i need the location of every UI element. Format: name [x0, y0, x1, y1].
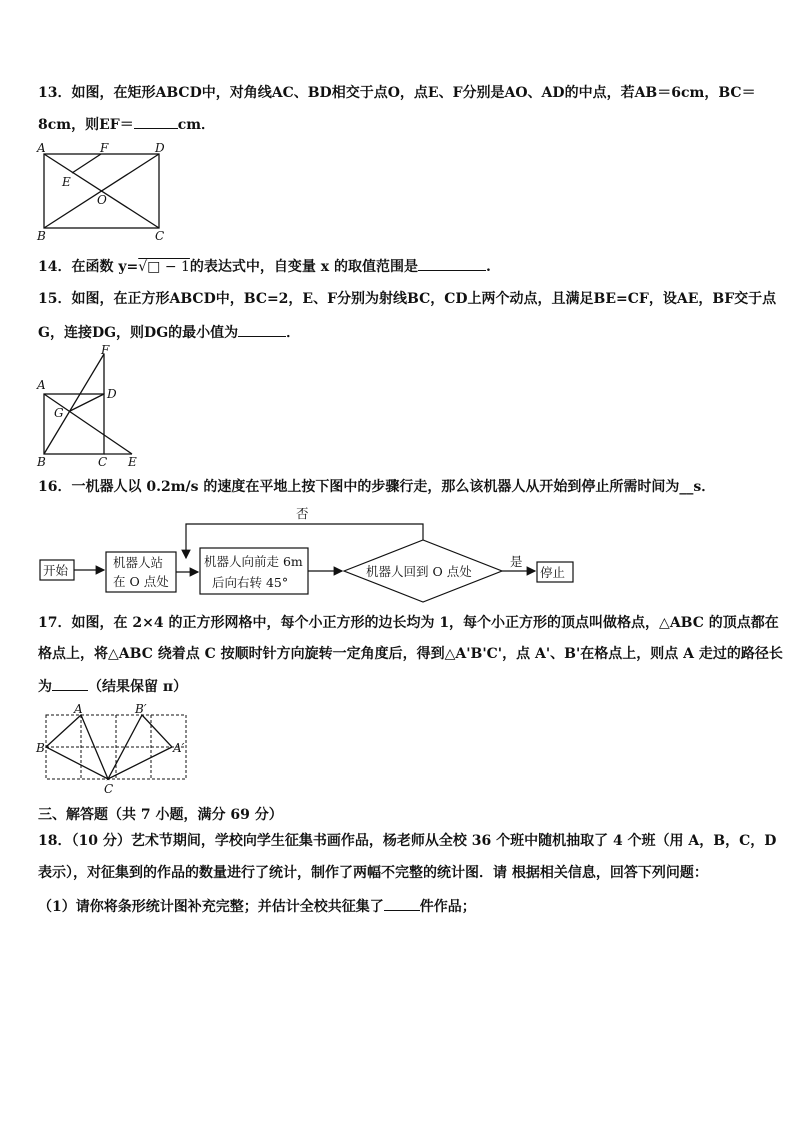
q14-text-b: 的表达式中，自变量 x 的取值范围是: [189, 259, 419, 275]
flow-stop-label: 停止: [540, 565, 566, 580]
q13-text-line2: [38, 114, 215, 134]
q13-answer-blank[interactable]: [134, 114, 178, 129]
q16-flowchart: [34, 500, 594, 604]
q17-text-line3: [38, 676, 187, 696]
q16-text: 16．一机器人以 0.2m/s 的速度在平地上按下图中的步骤行走，那么该机器人从开始到停止所需时间为__s．: [38, 479, 716, 495]
q13-label-o: O: [97, 193, 107, 207]
q14-answer-blank[interactable]: [418, 256, 486, 271]
q15-label-g: G: [54, 406, 64, 420]
flow-no-label: 否: [296, 506, 309, 521]
q17-text-line2: 格点上，将△ABC 绕着点 C 按顺时针方向旋转一定角度后，得到△A'B'C'，点 A'、B'在格点上，则点 A 走过的路径长: [38, 646, 783, 662]
q14-radical: √□ − 1: [138, 259, 190, 275]
flow-step1-line2: 在 O 点处: [113, 574, 169, 589]
q17-answer-blank[interactable]: [52, 676, 88, 691]
q17-label-b-prime: B′: [135, 702, 147, 716]
q15-text-line1: 15．如图，在正方形ABCD中，BC=2，E、F分别为射线BC，CD上两个动点，且满足BE=CF，设AE，BF交于点: [38, 291, 777, 307]
q18-answer-blank[interactable]: [384, 896, 420, 911]
q13-text-line2-a: 8cm，则EF＝: [38, 117, 134, 133]
q13-text-line1: 13．如图，在矩形ABCD中，对角线AC、BD相交于点O，点E、F分别是AO、AD的中点，若AB＝6cm，BC＝: [38, 85, 756, 101]
q15-label-f: F: [101, 344, 110, 357]
q15-label-b: B: [37, 455, 46, 468]
q17-label-b: B: [36, 741, 45, 755]
q13-label-e: E: [62, 175, 71, 189]
flow-step1-line1: 机器人站: [113, 555, 164, 570]
q15-answer-blank[interactable]: [238, 322, 286, 337]
q17-text-line3-b: （结果保留 π）: [88, 679, 188, 695]
q15-text-line2: [38, 322, 300, 342]
q13-label-f: F: [100, 141, 109, 155]
q13-label-d: D: [155, 141, 165, 155]
q18-sub1: [38, 896, 476, 916]
section3-heading: 三、解答题（共 7 小题，满分 69 分）: [38, 807, 283, 823]
q15-label-d: D: [107, 387, 117, 401]
q17-text-line1: 17．如图，在 2×4 的正方形网格中，每个小正方形的边长均为 1，每个小正方形的顶点叫做格点，△ABC 的顶点都在: [38, 615, 779, 631]
q18-sub1-b: 件作品；: [419, 899, 476, 915]
segment-ae: [44, 394, 132, 454]
q15-text-line2-a: G，连接DG，则DG的最小值为: [38, 325, 239, 341]
flow-step2-line1: 机器人向前走 6m: [204, 554, 303, 569]
flow-start-label: 开始: [43, 563, 69, 578]
q13-text-line2-b: cm．: [177, 117, 216, 133]
q17-label-c: C: [104, 782, 114, 796]
q17-figure-grid: [34, 702, 194, 798]
q17-label-a: A: [74, 702, 83, 716]
q13-label-b: B: [37, 229, 46, 243]
q14-text: [38, 256, 491, 276]
q13-label-a: A: [37, 141, 46, 155]
segment-bf: [44, 354, 104, 454]
flow-arrow-no-loop: [186, 524, 423, 558]
q14-text-c: .: [486, 259, 491, 275]
flow-yes-label: 是: [510, 554, 523, 569]
q13-figure-rectangle: [34, 140, 174, 244]
q17-label-a-prime: A′: [173, 741, 185, 755]
q18-sub1-a: （1）请你将条形统计图补充完整；并估计全校共征集了: [38, 899, 384, 915]
q14-text-a: 14．在函数 y=: [38, 259, 139, 275]
flow-step2-line2: 后向右转 45°: [212, 575, 289, 590]
q17-text-line3-a: 为: [38, 679, 52, 695]
flow-condition-label: 机器人回到 O 点处: [366, 564, 472, 579]
q15-label-a: A: [37, 378, 46, 392]
segment-ef: [72, 154, 101, 173]
q18-text-line2: 表示），对征集到的作品的数量进行了统计，制作了两幅不完整的统计图．请 根据相关信息，回答下列问题：: [38, 865, 708, 881]
q15-label-c: C: [98, 455, 108, 468]
q15-label-e: E: [128, 455, 137, 468]
q13-label-c: C: [155, 229, 165, 243]
q15-text-line2-b: ．: [286, 325, 301, 341]
q15-figure-square: [34, 344, 146, 468]
q18-text-line1: 18．（10 分）艺术节期间，学校向学生征集书画作品，杨老师从全校 36 个班中随机抽取了 4 个班（用 A，B，C，D: [38, 833, 777, 849]
